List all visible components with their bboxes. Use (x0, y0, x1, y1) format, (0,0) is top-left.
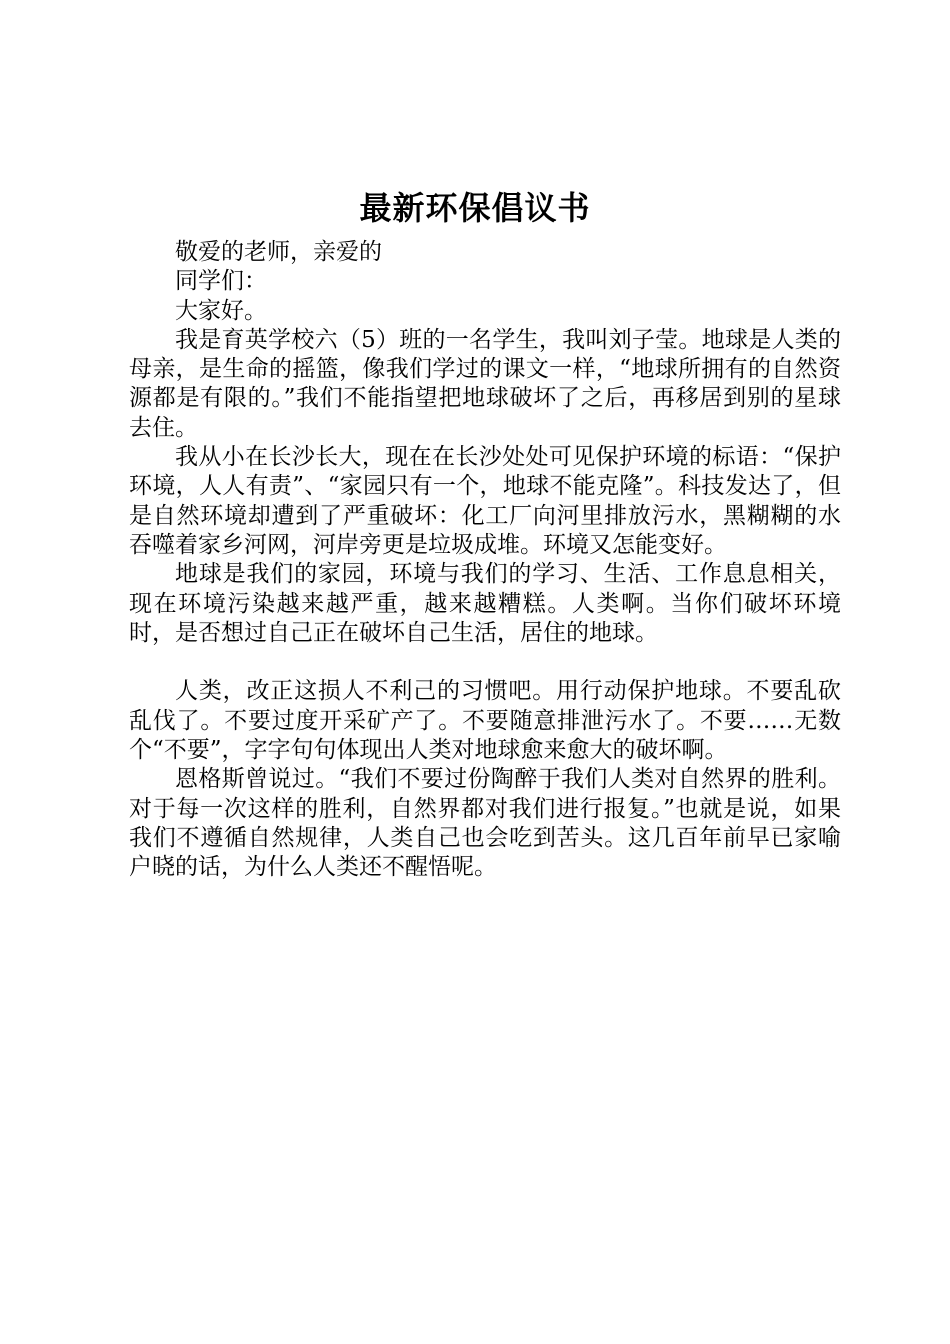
paragraph-spacer (129, 648, 841, 677)
body-paragraph: 我从小在长沙长大，现在在长沙处处可见保护环境的标语：“保护环境，人人有责”、“家园只有一个，地球不能克隆”。科技发达了，但是自然环境却遭到了严重破坏：化工厂向河里排放污水，黑糊糊的水吞噬着家乡河网，河岸旁更是垃圾成堆。环境又怎能变好。 (129, 444, 841, 558)
document-body (129, 238, 841, 883)
greeting-line: 大家好。 (175, 297, 267, 324)
body-paragraph: 我是育英学校六（5）班的一名学生，我叫刘子莹。地球是人类的母亲，是生命的摇篮，像我们学过的课文一样，“地球所拥有的自然资源都是有限的。”我们不能指望把地球破坏了之后，再移居到别的星球去住。 (129, 326, 841, 441)
body-paragraph: 人类，改正这损人不利己的习惯吧。用行动保护地球。不要乱砍乱伐了。不要过度开采矿产了。不要随意排泄污水了。不要……无数个“不要”，字字句句体现出人类对地球愈来愈大的破坏啊。 (129, 678, 841, 764)
greeting-line: 敬爱的老师，亲爱的 (175, 239, 382, 265)
greeting-line: 同学们： (175, 268, 267, 295)
body-paragraph: 恩格斯曾说过。“我们不要过份陶醉于我们人类对自然界的胜利。对于每一次这样的胜利，自然界都对我们进行报复。”也就是说，如果我们不遵循自然规律，人类自己也会吃到苦头。这几百年前早已家喻户晓的话，为什么人类还不醒悟呢。 (129, 766, 841, 881)
document-title: 最新环保倡议书 (359, 189, 591, 227)
body-paragraph: 地球是我们的家园，环境与我们的学习、生活、工作息息相关，现在环境污染越来越严重，越来越糟糕。人类啊。当你们破坏环境时，是否想过自己正在破坏自己生活，居住的地球。 (129, 561, 841, 646)
